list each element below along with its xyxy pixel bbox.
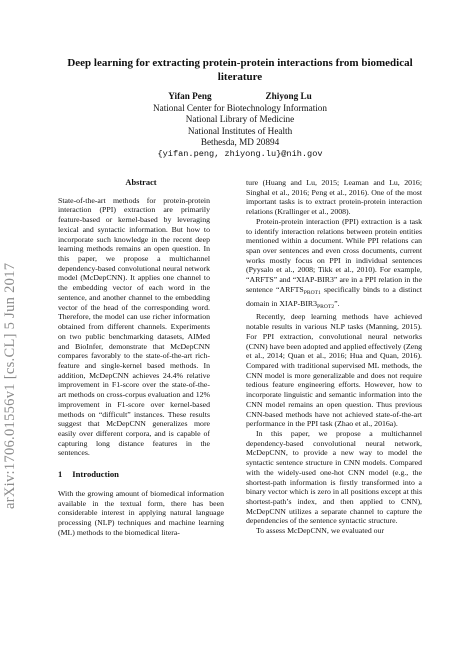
arxiv-identifier: arXiv:1706.01556v1 [cs.CL] 5 Jun 2017 bbox=[2, 262, 18, 510]
left-column bbox=[58, 178, 224, 537]
section-number: 1 bbox=[58, 469, 63, 480]
protein-subscript: PROT2 bbox=[317, 303, 335, 310]
right-column bbox=[246, 178, 422, 536]
affiliation-line: National Center for Biotechnology Information bbox=[152, 102, 327, 113]
author-email[interactable]: {yifan.peng, zhiyong.lu}@nih.gov bbox=[157, 148, 323, 159]
body-paragraph bbox=[246, 217, 422, 312]
intro-paragraph: With the growing amount of biomedical information available in the textual form, there has been considerable interest in applying natural language processing (NLP) techniques and machine learning (ML) methods to the biomedical litera- bbox=[58, 488, 224, 537]
body-text: ”. bbox=[334, 298, 340, 308]
abstract-text: State-of-the-art methods for protein-protein interaction (PPI) extraction are primarily feature-based or kernel-based by leveraging lexical and syntactic information. But how to incorporate such knowledge in the recent deep learning methods remains an open question. In this paper, we propose a multichannel dependency-based convolutional neural network model (McDepCNN). It applies one channel to the embedding vector of each word in the sentence, and another channel to the embedding vector of the head of the corresponding word. Therefore, the model can use richer information obtained from different channels. Experiments on two public benchmarking datasets, AIMed and BioInfer, demonstrate that McDepCNN compares favorably to the state-of-the-art rich-feature and single-kernel based methods. In addition, McDepCNN achieves 24.4% relative improvement in F1-score over the state-of-the-art methods on cross-corpus evaluation and 12% improvement in F1-score over kernel-based methods on “difficult” instances. These results suggest that McDepCNN generalizes more easily over different corpora, and is capable of capturing long distance features in the sentences. bbox=[58, 195, 210, 458]
body-paragraph: To assess McDepCNN, we evaluated our bbox=[256, 526, 385, 536]
section-title: Introduction bbox=[72, 469, 119, 480]
body-text: Protein-protein interaction (PPI) extraction is a task to identify interaction relations between protein entities mentioned within a document. While PPI relations can span over sentences and even cross documents, current works mostly focus on PPI in individual sentences (Pyysalo et al., 2008; Tikk et al., 2010). For example, “ARFTS” and “XIAP-BIR3” are in a PPI relation in the sentence “ARFTS bbox=[246, 216, 422, 294]
body-paragraph: In this paper, we propose a multichannel dependency-based convolutional neural network, McDepCNN, to provide a new way to model the syntactic sentence structure in CNN models. Compared with the widely-used one-hot CNN model (e.g., the shortest-path information is firstly transformed into a binary vector which is zero in all positions except at this shortest-path’s index, and then applied to CNN), McDepCNN utilizes a separate channel to capture the dependencies of the sentence syntactic structure. bbox=[246, 428, 422, 526]
protein-subscript: PROT1 bbox=[303, 289, 321, 296]
abstract-heading: Abstract bbox=[125, 178, 157, 187]
affiliation-line: Bethesda, MD 20894 bbox=[200, 137, 280, 148]
author-name: Zhiyong Lu bbox=[265, 91, 312, 101]
body-paragraph: Recently, deep learning methods have achieved notable results in various NLP tasks (Manning, 2015). For PPI extraction, convolutional neural networks (CNN) have been adopted and applied effectively (Zeng et al., 2014; Quan et al., 2016; Hua and Quan, 2016). Compared with traditional supervised ML methods, the CNN model is more generalizable and does not require tedious feature engineering efforts. However, how to incorporate linguistic and semantic information into the CNN model remains an open question. Thus previous CNN-based methods have not achieved state-of-the-art performance in the PPI task (Zhao et al., 2016a). bbox=[246, 312, 422, 429]
author-block bbox=[60, 91, 420, 161]
body-text: specifically binds to a distinct domain in XIAP-BIR3 bbox=[246, 284, 422, 308]
affiliation-line: National Institutes of Health bbox=[187, 125, 293, 136]
paper-title: Deep learning for extracting protein-protein interactions from biomedical literature bbox=[67, 57, 413, 83]
author-names bbox=[60, 91, 420, 103]
body-paragraph: ture (Huang and Lu, 2015; Leaman and Lu, 2016; Singhal et al., 2016; Peng et al., 2016). One of the most important tasks is to extract protein-protein interaction relations (Krallinger et al., 2008). bbox=[246, 178, 422, 217]
author-name: Yifan Peng bbox=[168, 91, 212, 101]
section-heading bbox=[58, 470, 224, 480]
affiliation-line: National Library of Medicine bbox=[185, 114, 295, 125]
